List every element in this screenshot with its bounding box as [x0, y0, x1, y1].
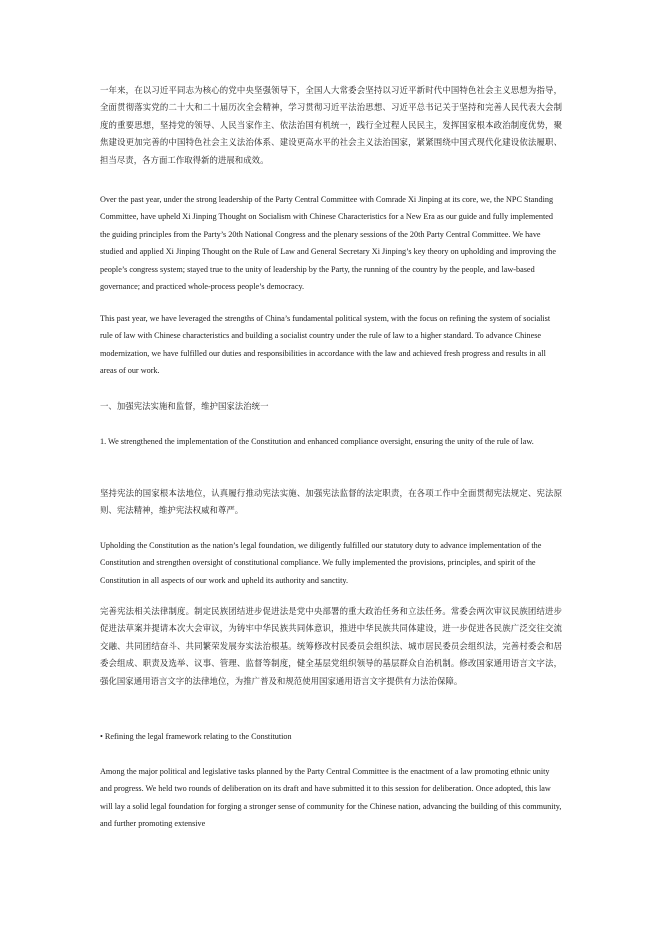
paragraph-constitution-zh: 坚持宪法的国家根本法地位，认真履行推动宪法实施、加强宪法监督的法定职责，在各项工作中全面贯彻宪法规定、宪法原则、宪法精神，维护宪法权威和尊严。 [100, 488, 562, 516]
paragraph-progress-en: This past year, we have leveraged the strengths of China’s fundamental political system, with the focus on refining the system of socialist rule of law with Chinese characteristics and building a socialist country under the rule of law to a higher standard. To advance Chinese modernization, we have fulfilled our duties and responsibilities in accordance with the law and achieved fresh progress and results in all areas of our work. [100, 314, 551, 376]
paragraph-intro-zh: 一年来，在以习近平同志为核心的党中央坚强领导下，全国人大常委会坚持以习近平新时代中国特色社会主义思想为指导，全面贯彻落实党的二十大和二十届历次全会精神，学习贯彻习近平法治思想、习近平总书记关于坚持和完善人民代表大会制度的重要思想，坚持党的领导、人民当家作主、依法治国有机统一，践行全过程人民民主，发挥国家根本政治制度优势，聚焦建设更加完善的中国特色社会主义法治体系、建设更高水平的社会主义法治国家，紧紧围绕中国式现代化建设依法履职、担当尽责，各方面工作取得新的进展和成效。 [100, 85, 562, 165]
paragraph-intro-en: Over the past year, under the strong leadership of the Party Central Committee with Comrade Xi Jinping at its core, we, the NPC Standing Committee, have upheld Xi Jinping Thought on Socialism with Chinese Characteristics for a New Era as our guide and fully implemented the guiding principles from the Party’s 20th National Congress and the plenary sessions of the 20th Party Central Committee. We have studied and applied Xi Jinping Thought on the Rule of Law and General Secretary Xi Jinping’s key theory on upholding and improving the people’s congress system; stayed true to the unity of leadership by the Party, the running of the country by the people, and law-based governance; and practiced whole-process people’s democracy. [100, 195, 556, 292]
paragraph-ethnic-unity-en: Among the major political and legislative tasks planned by the Party Central Committee is the enactment of a law promoting ethnic unity and progress. We held two rounds of deliberation on its draft and have submitted it to this session for deliberation. Once adopted, this law will lay a solid legal foundation for forging a stronger sense of community for the Chinese nation, advancing the building of this community, and further promoting extensive [100, 767, 562, 829]
bullet-legal-framework-en: • Refining the legal framework relating to the Constitution [100, 732, 292, 741]
paragraph-constitution-en: Upholding the Constitution as the nation’s legal foundation, we diligently fulfilled our statutory duty to advance implementation of the Constitution and strengthen oversight of constitutional compliance. We fully implemented the provisions, principles, and spirit of the Constitution in all aspects of our work and upheld its authority and sanctity. [100, 541, 542, 585]
section-heading-en: 1. We strengthened the implementation of the Constitution and enhanced compliance oversight, ensuring the unity of the rule of law. [100, 437, 534, 446]
paragraph-legal-framework-zh: 完善宪法相关法律制度。制定民族团结进步促进法是党中央部署的重大政治任务和立法任务。常委会两次审议民族团结进步促进法草案并提请本次大会审议，为铸牢中华民族共同体意识，推进中华民族共同体建设，进一步促进各民族广泛交往交流交融、共同团结奋斗、共同繁荣发展夯实法治根基。统筹修改村民委员会组织法、城市居民委员会组织法，完善村委会和居委会组成、职责及选举、议事、管理、监督等制度，健全基层党组织领导的基层群众自治机制。修改国家通用语言文字法，强化国家通用语言文字的法律地位，为推广普及和规范使用国家通用语言文字提供有力法治保障。 [100, 606, 562, 686]
section-heading-zh: 一、加强宪法实施和监督，维护国家法治统一 [100, 401, 269, 411]
